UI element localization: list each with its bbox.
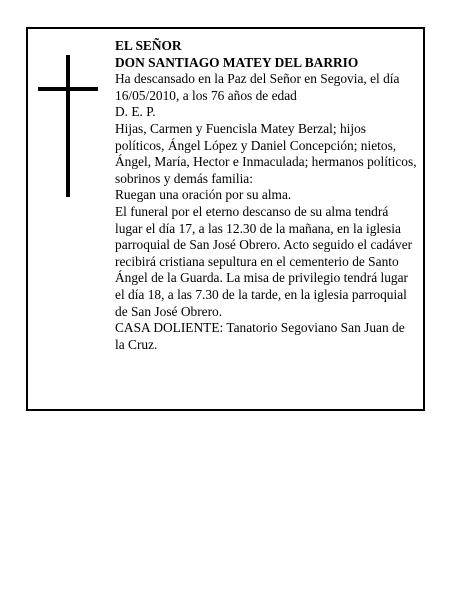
notice-text	[115, 38, 417, 353]
family-list: Hijas, Carmen y Fuencisla Matey Berzal; hijos políticos, Ángel López y Daniel Concepción; nietos, Ángel, María, Hector e Inmaculada; hermanos políticos, sobrinos y demás familia:	[115, 120, 417, 186]
death-announcement: Ha descansado en la Paz del Señor en Segovia, el día 16/05/2010, a los 76 años de edad	[115, 71, 400, 103]
deceased-name: DON SANTIAGO MATEY DEL BARRIO	[115, 54, 359, 70]
cross-vertical-bar	[66, 55, 70, 197]
cross-icon	[38, 55, 98, 197]
funeral-home: CASA DOLIENTE: Tanatorio Segoviano San Juan de la Cruz.	[115, 320, 405, 352]
cross-horizontal-bar	[38, 87, 98, 91]
prayer-request: Ruegan una oración por su alma.	[115, 187, 292, 203]
notice-title: EL SEÑOR	[115, 38, 182, 53]
rip-line: D. E. P.	[115, 104, 156, 120]
funeral-details: El funeral por el eterno descanso de su alma tendrá lugar el día 17, a las 12.30 de la mañana, en la iglesia parroquial de San José Obrero. Acto seguido el cadáver recibirá cristiana sepultura en el cementerio de Santo Ángel de la Guarda. La misa de privilegio tendrá lugar el día 18, a las 7.30 de la tarde, en la iglesia parroquial de San José Obrero.	[115, 203, 413, 319]
